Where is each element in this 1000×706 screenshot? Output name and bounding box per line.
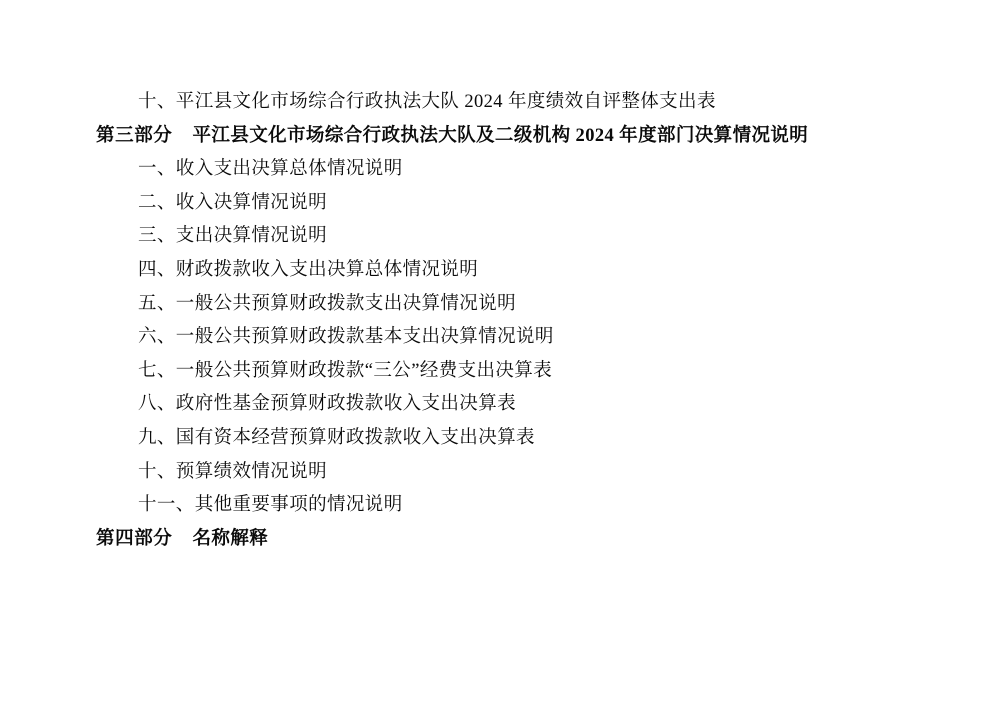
toc-item: 三、支出决算情况说明 <box>138 226 328 247</box>
toc-item: 二、收入决算情况说明 <box>138 192 328 213</box>
toc-item: 五、一般公共预算财政拨款支出决算情况说明 <box>138 293 517 314</box>
part-heading-title: 平江县文化市场综合行政执法大队及二级机构 2024 年度部门决算情况说明 <box>192 125 809 146</box>
toc-item: 十、预算绩效情况说明 <box>138 461 328 482</box>
part-heading-label: 第三部分 <box>96 125 173 146</box>
toc-item: 六、一般公共预算财政拨款基本支出决算情况说明 <box>138 327 554 348</box>
part-heading-title: 名称解释 <box>192 528 269 549</box>
toc-item: 十、平江县文化市场综合行政执法大队 2024 年度绩效自评整体支出表 <box>138 92 716 112</box>
toc-item: 七、一般公共预算财政拨款“三公”经费支出决算表 <box>138 360 553 381</box>
toc-item: 一、收入支出决算总体情况说明 <box>138 159 403 180</box>
toc-item: 八、政府性基金预算财政拨款收入支出决算表 <box>138 394 517 415</box>
toc-item: 四、财政拨款收入支出决算总体情况说明 <box>138 259 479 280</box>
toc-item: 九、国有资本经营预算财政拨款收入支出决算表 <box>138 427 535 448</box>
part-heading <box>96 523 904 557</box>
part-heading-label: 第四部分 <box>96 528 173 549</box>
toc-item: 十一、其他重要事项的情况说明 <box>138 495 403 516</box>
part-heading <box>96 120 904 154</box>
